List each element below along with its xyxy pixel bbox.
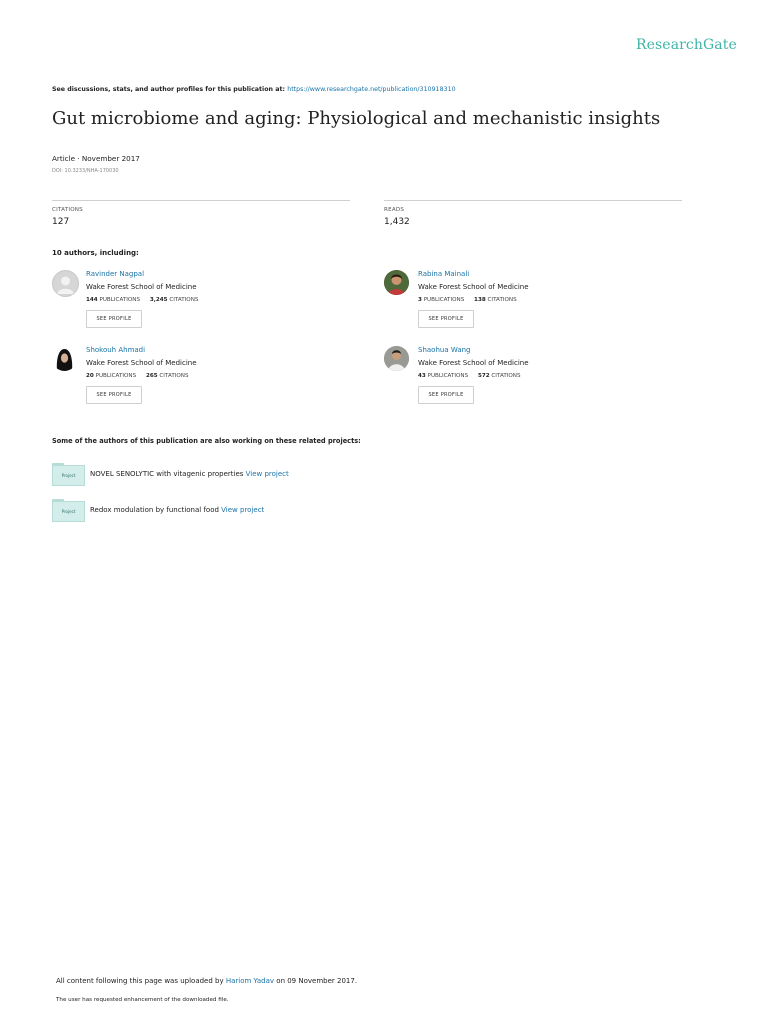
citations-divider bbox=[52, 200, 350, 201]
publications-label: PUBLICATIONS bbox=[95, 373, 137, 379]
project-item bbox=[52, 499, 552, 523]
author-citations-count: 265 bbox=[145, 373, 158, 379]
citations-label: CITATIONS bbox=[52, 207, 83, 213]
upload-suffix: on 09 November 2017. bbox=[276, 977, 358, 985]
project-icon-label: Project bbox=[52, 465, 85, 486]
project-folder-icon[interactable] bbox=[52, 463, 83, 485]
project-text bbox=[90, 506, 264, 514]
author-institution: Wake Forest School of Medicine bbox=[86, 359, 197, 367]
discussion-prefix: See discussions, stats, and author profiles for this publication at: bbox=[52, 86, 285, 93]
citations-label: CITATIONS bbox=[491, 373, 521, 379]
author-stats bbox=[86, 373, 189, 379]
reads-label: READS bbox=[384, 207, 405, 213]
publications-label: PUBLICATIONS bbox=[99, 297, 141, 303]
related-projects-heading: Some of the authors of this publication are also working on these related projects: bbox=[52, 437, 361, 445]
author-institution: Wake Forest School of Medicine bbox=[418, 283, 529, 291]
author-stats bbox=[418, 297, 517, 303]
publication-doi: DOI: 10.3233/NHA-170030 bbox=[52, 168, 119, 174]
see-profile-button[interactable]: SEE PROFILE bbox=[86, 310, 142, 328]
author-stats bbox=[86, 297, 198, 303]
author-card bbox=[52, 270, 352, 340]
author-publications-count: 3 bbox=[418, 297, 422, 303]
reads-divider bbox=[384, 200, 682, 201]
see-profile-button[interactable]: SEE PROFILE bbox=[86, 386, 142, 404]
author-publications-count: 144 bbox=[86, 297, 98, 303]
publication-url-link[interactable]: https://www.researchgate.net/publication/310918310 bbox=[287, 86, 456, 93]
publication-meta: Article · November 2017 bbox=[52, 154, 140, 163]
author-citations-count: 3,245 bbox=[149, 297, 168, 303]
see-profile-button[interactable]: SEE PROFILE bbox=[418, 386, 474, 404]
author-photo[interactable] bbox=[384, 346, 409, 371]
upload-prefix: All content following this page was uploaded by bbox=[56, 977, 224, 985]
discussion-notice bbox=[52, 86, 456, 93]
author-citations-count: 138 bbox=[474, 297, 486, 303]
author-publications-count: 43 bbox=[418, 373, 426, 379]
uploader-link[interactable]: Hariom Yadav bbox=[225, 977, 275, 985]
project-title: Redox modulation by functional food bbox=[90, 506, 219, 514]
author-photo[interactable] bbox=[52, 346, 77, 371]
citations-label: CITATIONS bbox=[159, 373, 189, 379]
project-folder-icon[interactable] bbox=[52, 499, 83, 521]
author-photo[interactable] bbox=[384, 270, 409, 295]
author-citations-count: 572 bbox=[477, 373, 490, 379]
author-card bbox=[52, 346, 352, 416]
project-icon-label: Project bbox=[52, 501, 85, 522]
author-name-link[interactable]: Shaohua Wang bbox=[418, 346, 471, 354]
publications-label: PUBLICATIONS bbox=[423, 297, 465, 303]
researchgate-logo[interactable]: ResearchGate bbox=[636, 37, 737, 53]
upload-notice bbox=[56, 977, 357, 985]
author-name-link[interactable]: Rabina Mainali bbox=[418, 270, 470, 278]
authors-heading: 10 authors, including: bbox=[52, 249, 139, 257]
reads-value: 1,432 bbox=[384, 217, 410, 227]
citations-value: 127 bbox=[52, 217, 70, 227]
author-name-link[interactable]: Ravinder Nagpal bbox=[86, 270, 145, 278]
author-institution: Wake Forest School of Medicine bbox=[86, 283, 197, 291]
author-name-link[interactable]: Shokouh Ahmadi bbox=[86, 346, 146, 354]
see-profile-button[interactable]: SEE PROFILE bbox=[418, 310, 474, 328]
project-item bbox=[52, 463, 552, 487]
default-person-icon[interactable] bbox=[52, 270, 79, 297]
author-card bbox=[384, 270, 684, 340]
project-text bbox=[90, 470, 289, 478]
citations-label: CITATIONS bbox=[487, 297, 517, 303]
publications-label: PUBLICATIONS bbox=[427, 373, 469, 379]
author-stats bbox=[418, 373, 521, 379]
publication-title: Gut microbiome and aging: Physiological and mechanistic insights bbox=[52, 108, 661, 129]
view-project-link[interactable]: View project bbox=[221, 506, 265, 514]
project-title: NOVEL SENOLYTIC with vitagenic properties bbox=[90, 470, 244, 478]
citations-label: CITATIONS bbox=[169, 297, 199, 303]
author-publications-count: 20 bbox=[86, 373, 94, 379]
author-card bbox=[384, 346, 684, 416]
view-project-link[interactable]: View project bbox=[245, 470, 289, 478]
enhancement-notice: The user has requested enhancement of the downloaded file. bbox=[56, 997, 229, 1003]
author-institution: Wake Forest School of Medicine bbox=[418, 359, 529, 367]
